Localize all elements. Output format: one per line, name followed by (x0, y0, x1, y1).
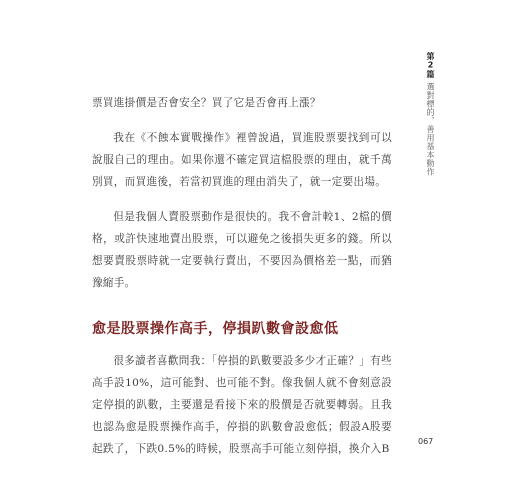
page-body (92, 92, 392, 460)
paragraph-gap (92, 193, 392, 206)
paragraph-gap (92, 114, 392, 127)
section-heading: 愈是股票操作高手，停損趴數會設愈低 (92, 321, 339, 337)
paragraph-quick-sell: 但是我個人賣股票動作是很快的。我不會計較1、2檔的價格，或許快速地賣出股票，可以避免之後損失更多的錢。所以想要賣股票時就一定要執行賣出，不要因為價格差一點，而猶豫縮手。 (92, 211, 392, 289)
paragraph-continuation: 票買進掛價是否會安全？買了它是否會再上漲？ (92, 97, 321, 109)
section-gap (92, 294, 392, 318)
chapter-subtitle: 選對標的，善用基本動作 (426, 82, 435, 176)
heading-gap (92, 340, 392, 350)
chapter-side-header (423, 52, 437, 176)
chapter-label: 第2篇 (426, 52, 435, 79)
paragraph-reason-to-buy: 我在《不蝕本實戰操作》裡曾說過，買進股票要找到可以說服自己的理由。如果你還不確定買這檔股票的理由，就千萬別買，而買進後，若當初買進的理由消失了，就一定要出場。 (92, 132, 392, 188)
page-number: 067 (418, 437, 434, 446)
paragraph-stop-loss: 很多讀者喜歡問我：「停損的趴數要設多少才正確？」有些高手設10%，這可能對、也可能不對。像我個人就不會刻意設定停損的趴數，主要還是看接下來的股價是否就要轉弱。且我也認為愈是股票操作高手，停損的趴數會設愈低；假設A股要起跌了，下跌0.5%的時候，股票高手可能立刻停損，換介入B (92, 355, 392, 455)
